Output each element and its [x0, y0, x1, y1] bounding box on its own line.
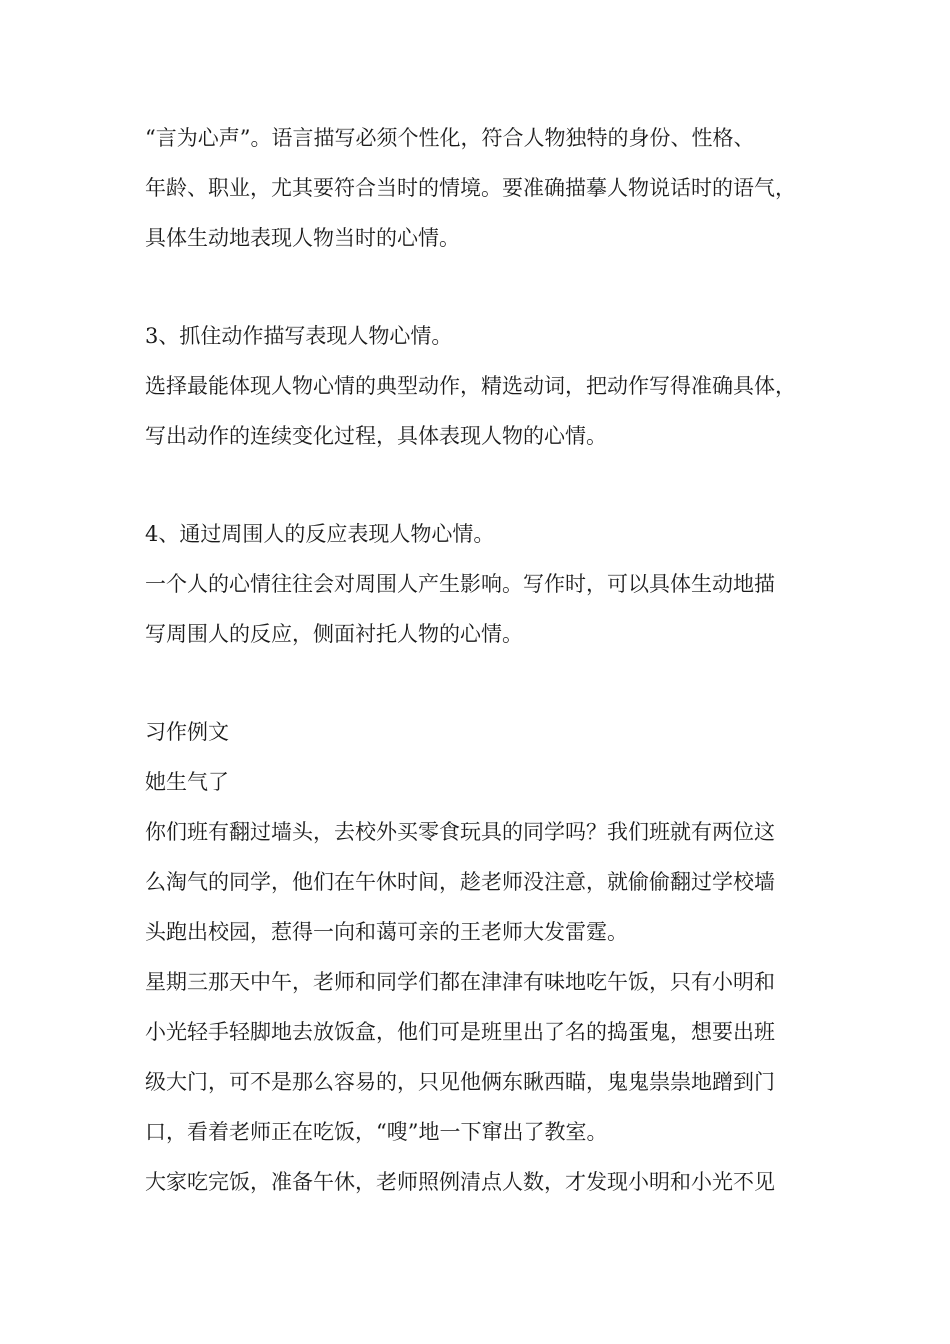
paragraph-line: 么淘气的同学，他们在午休时间，趁老师没注意，就偷偷翻过学校墙	[145, 870, 775, 894]
paragraph-line: 具体生动地表现人物当时的心情。	[145, 226, 460, 250]
paragraph-line: 大家吃完饭，准备午休，老师照例清点人数，才发现小明和小光不见	[145, 1170, 775, 1194]
paragraph-line: 选择最能体现人物心情的典型动作，精选动词，把动作写得准确具体，	[145, 374, 796, 398]
article-title: 她生气了	[145, 770, 229, 794]
paragraph-line: 小光轻手轻脚地去放饭盒，他们可是班里出了名的捣蛋鬼，想要出班	[145, 1020, 775, 1044]
paragraph-line: 头跑出校园，惹得一向和蔼可亲的王老师大发雷霆。	[145, 920, 628, 944]
paragraph-line: 一个人的心情往往会对周围人产生影响。写作时，可以具体生动地描	[145, 572, 775, 596]
section-heading: 习作例文	[145, 720, 229, 744]
section-heading: 3、抓住动作描写表现人物心情。	[145, 324, 453, 348]
paragraph-line: 写出动作的连续变化过程，具体表现人物的心情。	[145, 424, 607, 448]
paragraph-line: 口，看着老师正在吃饭，“嗖”地一下窜出了教室。	[145, 1120, 608, 1144]
paragraph-line: “言为心声”。语言描写必须个性化，符合人物独特的身份、性格、	[145, 126, 755, 150]
paragraph-line: 写周围人的反应，侧面衬托人物的心情。	[145, 622, 523, 646]
paragraph-line: 你们班有翻过墙头，去校外买零食玩具的同学吗？我们班就有两位这	[145, 820, 775, 844]
paragraph-line: 年龄、职业，尤其要符合当时的情境。要准确描摹人物说话时的语气，	[145, 176, 796, 200]
paragraph-line: 级大门，可不是那么容易的，只见他俩东瞅西瞄，鬼鬼祟祟地蹭到门	[145, 1070, 775, 1094]
paragraph-line: 星期三那天中午，老师和同学们都在津津有味地吃午饭，只有小明和	[145, 970, 775, 994]
section-heading: 4、通过周围人的反应表现人物心情。	[145, 522, 495, 546]
